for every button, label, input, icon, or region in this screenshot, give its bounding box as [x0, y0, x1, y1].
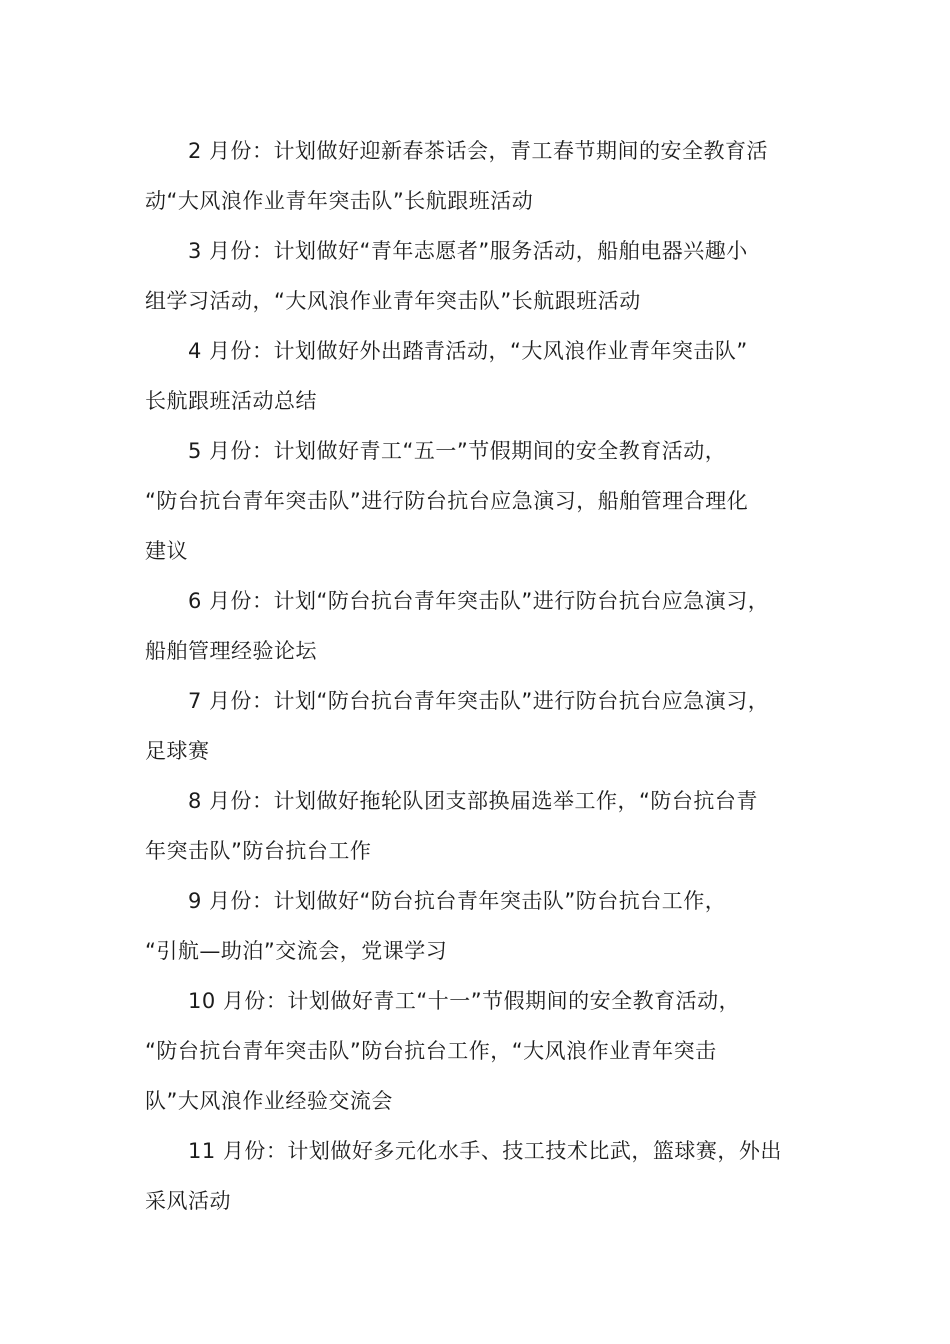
paragraph-sep-line-1: 9 月份：计划做好“防台抗台青年突击队”防台抗台工作，	[188, 889, 727, 913]
paragraph-apr-line-1: 4 月份：计划做好外出踏青活动，“大风浪作业青年突击队”	[188, 339, 748, 363]
paragraph-may-line-3: 建议	[145, 539, 188, 563]
paragraph-may-line-2: “防台抗台青年突击队”进行防台抗台应急演习，船舶管理合理化	[145, 489, 749, 513]
paragraph-jul-line-2: 足球赛	[145, 739, 210, 763]
paragraph-oct-line-1: 10 月份：计划做好青工“十一”节假期间的安全教育活动，	[188, 989, 741, 1013]
paragraph-aug-line-1: 8 月份：计划做好拖轮队团支部换届选举工作，“防台抗台青	[188, 789, 758, 813]
paragraph-oct-line-3: 队”大风浪作业经验交流会	[145, 1089, 393, 1113]
paragraph-jun-line-1: 6 月份：计划“防台抗台青年突击队”进行防台抗台应急演习，	[188, 589, 770, 613]
paragraph-nov-line-2: 采风活动	[145, 1189, 231, 1213]
paragraph-sep-line-2: “引航—助泊”交流会，党课学习	[145, 939, 448, 963]
paragraph-oct-line-2: “防台抗台青年突击队”防台抗台工作，“大风浪作业青年突击	[145, 1039, 717, 1063]
document-body	[145, 126, 805, 1226]
paragraph-may-line-1: 5 月份：计划做好青工“五一”节假期间的安全教育活动，	[188, 439, 727, 463]
paragraph-mar-line-1: 3 月份：计划做好“青年志愿者”服务活动，船舶电器兴趣小	[188, 239, 748, 263]
paragraph-jul-line-1: 7 月份：计划“防台抗台青年突击队”进行防台抗台应急演习，	[188, 689, 770, 713]
paragraph-mar-line-2: 组学习活动，“大风浪作业青年突击队”长航跟班活动	[145, 289, 641, 313]
paragraph-nov-line-1: 11 月份：计划做好多元化水手、技工技术比武，篮球赛，外出	[188, 1139, 782, 1163]
paragraph-jun-line-2: 船舶管理经验论坛	[145, 639, 317, 663]
paragraph-feb-line-1: 2 月份：计划做好迎新春茶话会，青工春节期间的安全教育活	[188, 139, 769, 163]
paragraph-aug-line-2: 年突击队”防台抗台工作	[145, 839, 372, 863]
paragraph-feb-line-2: 动“大风浪作业青年突击队”长航跟班活动	[145, 189, 534, 213]
paragraph-apr-line-2: 长航跟班活动总结	[145, 389, 317, 413]
